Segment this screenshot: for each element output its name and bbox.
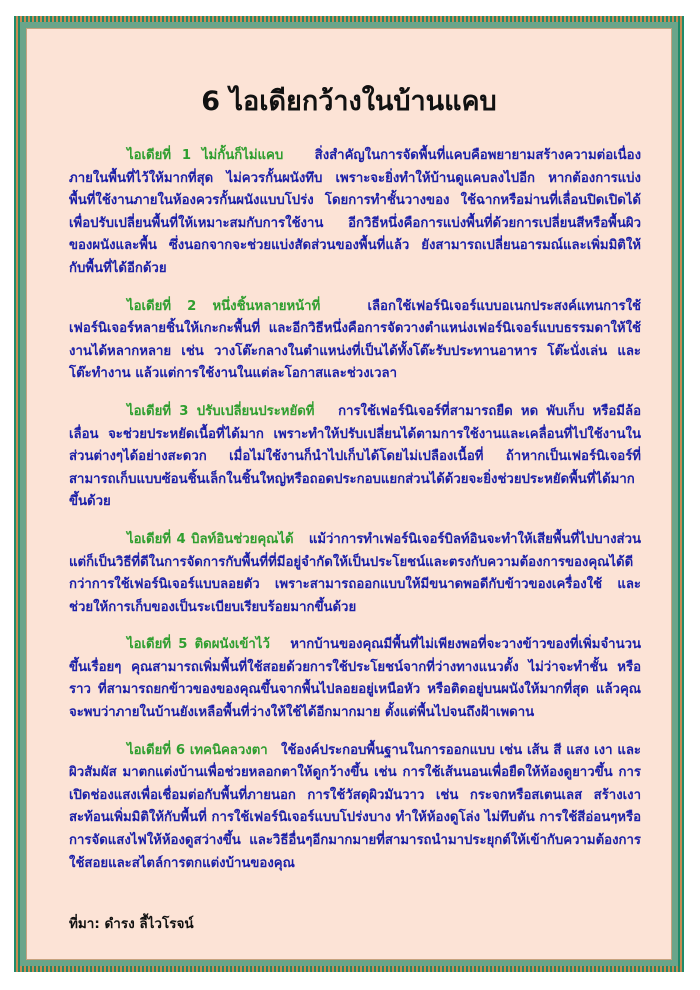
idea-paragraph-6 xyxy=(69,740,641,876)
idea-text-5: หากบ้านของคุณมีพื้นที่ไม่เพียงพอที่จะวางข้าวของที่เพิ่มจำนวนขึ้นเรื่อยๆ คุณสามารถเพิ่มพื้นที่ใช้สอยด้วยการใช้ประโยชน์จากที่ว่างทางแนวตั้ง ไม่ว่าจะทำชั้น หรือราว ที่สามารถยกข้าวของของคุณขึ้นจากพื้นไปลอยอยู่เหนือหัว หรือติดอยู่บนผนังให้มากที่สุด แล้วคุณจะพบว่าภายในบ้านยังเหลือพื้นที่ว่างให้ใช้ได้อีกมากมาย ตั้งแต่พื้นไปจนถึงฝ้าเพดาน xyxy=(69,637,642,721)
idea-paragraph-1 xyxy=(69,145,641,281)
page-title: 6 ไอเดียกว้างในบ้านแคบ xyxy=(201,86,497,117)
idea-heading-5: ไอเดียที่ 5 ติดผนังเข้าไว้ xyxy=(127,637,270,653)
idea-text-6: ใช้องค์ประกอบพื้นฐานในการออกแบบ เช่น เส้น สี แสง เงา และผิวสัมผัส มาตกแต่งบ้านเพื่อช่วยหลอกตาให้ดูกว้างขึ้น เช่น การใช้เส้นนอนเพื่อยืดให้ห้องดูยาวขึ้น การเปิดช่องแสงเพื่อเชื่อมต่อกับพื้นที่ภายนอก การใช้วัสดุผิวมันวาว เช่น กระจกหรือสเตนเลส สร้างเงาสะท้อนเพิ่มมิติให้กับพื้นที่ การใช้เฟอร์นิเจอร์แบบโปร่งบาง ทำให้ห้องดูโล่ง ไม่ทึบตัน การใช้สีอ่อนๆหรือการจัดแสงไฟให้ห้องดูสว่างขึ้น และวิธีอื่นๆอีกมากมายที่สามารถนำมาประยุกต์ให้เข้ากับความต้องการใช้สอยและสไตล์การตกแต่งบ้านของคุณ xyxy=(69,742,641,871)
idea-paragraph-4 xyxy=(69,529,641,619)
idea-heading-6: ไอเดียที่ 6 เทคนิคลวงตา xyxy=(127,742,268,758)
source-credit: ที่มา: ดำรง ลี้ไวโรจน์ xyxy=(69,916,194,932)
idea-heading-3: ไอเดียที่ 3 ปรับเปลี่ยนประหยัดที่ xyxy=(127,403,315,419)
idea-text-2: เลือกใช้เฟอร์นิเจอร์แบบอเนกประสงค์แทนการใช้เฟอร์นิเจอร์หลายชิ้นให้เกะกะพื้นที่ และอีกวิธีหนึ่งคือการจัดวางตำแหน่งเฟอร์นิเจอร์แบบธรรมดาให้ใช้งานได้หลากหลาย เช่น วางโต๊ะกลางในตำแหน่งที่เป็นได้ทั้งโต๊ะรับประทานอาหาร โต๊ะนั่งเล่น และโต๊ะทำงาน แล้วแต่การใช้งานในแต่ละโอกาสและช่วงเวลา xyxy=(69,298,642,382)
page-frame xyxy=(14,16,684,972)
idea-paragraph-2 xyxy=(69,296,641,386)
idea-text-4: แม้ว่าการทำเฟอร์นิเจอร์บิลท์อินจะทำให้เสียพื้นที่ไปบางส่วน แต่ก็เป็นวิธีที่ดีในการจัดการกับพื้นที่ที่มีอยู่จำกัดให้เป็นประโยชน์และตรงกับความต้องการของคุณได้ดีกว่าการใช้เฟอร์นิเจอร์แบบลอยตัว เพราะสามารถออกแบบให้มีขนาดพอดีกับข้าวของเครื่องใช้ และช่วยให้การเก็บของเป็นระเบียบเรียบร้อยมากขึ้นด้วย xyxy=(69,531,641,615)
idea-heading-1: ไอเดียที่ 1 ไม่กั้นก็ไม่แคบ xyxy=(127,148,284,163)
idea-paragraph-5 xyxy=(69,634,641,724)
idea-text-3: การใช้เฟอร์นิเจอร์ที่สามารถยืด หด พับเก็บ หรือมีล้อเลื่อน จะช่วยประหยัดเนื้อที่ได้มาก เพราะทำให้ปรับเปลี่ยนได้ตามการใช้งานและเคลื่อนที่ไปใช้งานในส่วนต่างๆได้อย่างสะดวก เมื่อไม่ใช้งานก็นำไปเก็บได้โดยไม่เปลืองเนื้อที่ ถ้าหากเป็นเฟอร์นิเจอร์ที่สามารถเก็บแบบซ้อนชิ้นเล็กในชิ้นใหญ่หรือถอดประกอบแยกส่วนได้ด้วยจะยิ่งช่วยประหยัดพื้นที่ได้มากขึ้นด้วย xyxy=(69,403,641,510)
idea-paragraph-3 xyxy=(69,401,641,514)
page-paper xyxy=(26,28,672,960)
idea-heading-4: ไอเดียที่ 4 บิลท์อินช่วยคุณได้ xyxy=(127,531,294,547)
article-body xyxy=(69,145,641,890)
idea-heading-2: ไอเดียที่ 2 หนึ่งชิ้นหลายหน้าที่ xyxy=(127,298,321,314)
idea-text-1: สิ่งสำคัญในการจัดพื้นที่แคบคือพยายามสร้างความต่อเนื่องภายในพื้นที่ไว้ให้มากที่สุด ไม่ควรกั้นผนังทึบ เพราะจะยิ่งทำให้บ้านดูแคบลงไปอีก หากต้องการแบ่งพื้นที่ใช้งานภายในห้องควรกั้นผนังแบบโปร่ง โดยการทำชั้นวางของ ใช้ฉากหรือม่านที่เลื่อนปิดเปิดได้ เพื่อปรับเปลี่ยนพื้นที่ให้เหมาะสมกับการใช้งาน อีกวิธีหนึ่งคือการแบ่งพื้นที่ด้วยการเปลี่ยนสีหรือพื้นผิวของผนังและพื้น ซึ่งนอกจากจะช่วยแบ่งสัดส่วนของพื้นที่แล้ว ยังสามารถเปลี่ยนอารมณ์และเพิ่มมิติให้กับพื้นที่ได้อีกด้วย xyxy=(69,148,642,276)
